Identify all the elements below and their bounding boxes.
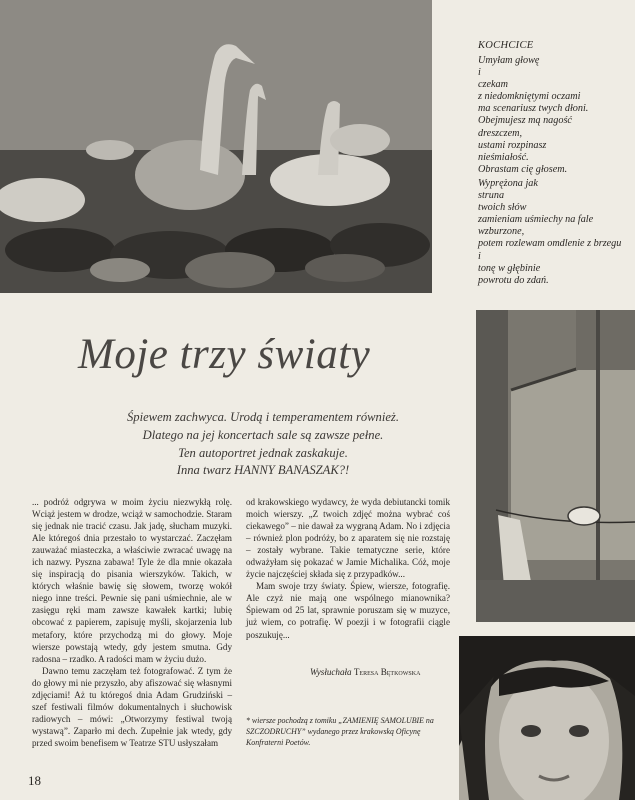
poem-line: nieśmiałość. xyxy=(478,151,529,163)
poem-stanza-1 xyxy=(478,55,630,176)
page-number: 18 xyxy=(28,773,41,788)
article-headline: Moje trzy światy xyxy=(78,331,371,378)
fence-photo xyxy=(476,310,635,622)
poem-line: ma scenariusz twych dłoni. xyxy=(478,103,589,115)
swans-photo xyxy=(0,0,432,293)
poem-line: tonę w głębinie xyxy=(478,262,541,274)
poem-line: i xyxy=(478,67,481,79)
poem-line: struna xyxy=(478,190,505,202)
poem-line: zamieniam uśmiechy na fale xyxy=(478,214,594,226)
footnote: * wiersze pochodzą z tomiku „ZAMIENIĘ SAMOLUBIE na SZCZODRUCHY” wydanego przez krakowską Oficynę Konfraterni Poetów. xyxy=(246,716,434,748)
poem-line: czekam xyxy=(478,79,508,91)
interviewer-credit xyxy=(310,667,420,677)
body-paragraph: od krakowskiego wydawcy, że wyda debiutancki tomik moich wierszy. „Z twoich zdjęć można wybrać coś ciekawego” – nie dawał za wygraną Adam. No i zdjęcia – również plon podróży, bo z aparatem się nie rozstaję – zostały wybrane. Takie tematyczne serie, które odważyłam się pokazać w Jamie Michalika. Cóż, moje życie najczęściej składa się z przypadków... xyxy=(246,497,450,580)
body-paragraph: Dawno temu zaczęłam też fotografować. Z tym że do głowy mi nie przyszło, aby afiszować się własnymi zdjęciami! Aż tu któregoś dnia Adam Grudziński – szef festiwali filmów dokumentalnych i słuchowisk radiowych – mówi: „Otworzymy festiwal twoją wystawą”. Zaparło mi dech. Zupełnie jak wtedy, gdy przed swoim benefisem w Teatrze STU usłyszałam xyxy=(32,665,232,748)
poem-line: Umyłam głowę xyxy=(478,55,540,66)
body-column-left xyxy=(32,496,232,768)
poem-line: Obrastam cię głosem. xyxy=(478,163,568,175)
body-paragraph: Mam swoje trzy światy. Śpiew, wiersze, fotografię. Ale czyż nie mają one wspólnego mianownika? Śpiewam od 25 lat, sprawnie poruszam się w muzyce, już wiem, co potrafię. W poezji i w fotografii ciągle poszukuję... xyxy=(246,581,450,640)
poem-line: z niedomkniętymi oczami xyxy=(478,91,581,103)
poem-line: powrotu do zdań. xyxy=(478,274,549,286)
poem-line: i xyxy=(478,250,481,262)
lead-line: Ten autoportret jednak zaskakuje. xyxy=(178,445,348,460)
poem-title: KOCHCICE xyxy=(478,40,534,51)
lead-line: Śpiewem zachwyca. Urodą i temperamentem również. xyxy=(126,410,399,424)
article-lead xyxy=(98,409,428,480)
credit-author: Teresa Bętkowska xyxy=(353,667,421,677)
poem-line: wzburzone, xyxy=(478,226,525,238)
poem-line: Wyprężona jak xyxy=(478,178,538,189)
lead-line: Dlatego na jej koncertach sale są zawsze pełne. xyxy=(142,427,384,442)
body-paragraph: ... podróż odgrywa w moim życiu niezwykłą rolę. Wciąż jestem w drodze, wciąż w samochodzie. Staram się jednak nie tracić czasu. Jak jadę, słucham muzyki. Ale któregoś dnia przestało to wystarczać. Zaczęłam zauważać miasteczka, a właściwie zwracać uwagę na ich nazwy. Pyszna zabawa! Tyle że dla mnie okazała się inspiracją do pisania wierszyków. Takich, w których właśnie bawię się słowem, tworzę wokół niego inne treści. Pewnie się pani uśmiechnie, ale w zasięgu ręki mam zawsze kawałek kartki; lubię obcować z papierem, zapisuję myśli, skojarzenia lub metafory, które przychodzą mi do głowy. Moje wiersze powstają wtedy, gdy jestem smutna. Gdy radosna – rzadko. A radości mam w życiu dużo. xyxy=(32,497,232,664)
poem-line: dreszczem, xyxy=(478,127,523,139)
poem-line: ustami rozpinasz xyxy=(478,139,547,151)
poem-line: potem rozlewam omdlenie z brzegu xyxy=(478,238,622,250)
poem-line: Obejmujesz mą nagość xyxy=(478,115,572,127)
credit-prefix: Wysłuchała xyxy=(310,667,352,677)
poem-stanza-2 xyxy=(478,178,630,287)
poem-line: twoich słów xyxy=(478,202,527,214)
portrait-photo xyxy=(459,636,635,800)
lead-line: Inna twarz HANNY BANASZAK?! xyxy=(176,463,350,478)
body-column-right xyxy=(246,496,450,646)
